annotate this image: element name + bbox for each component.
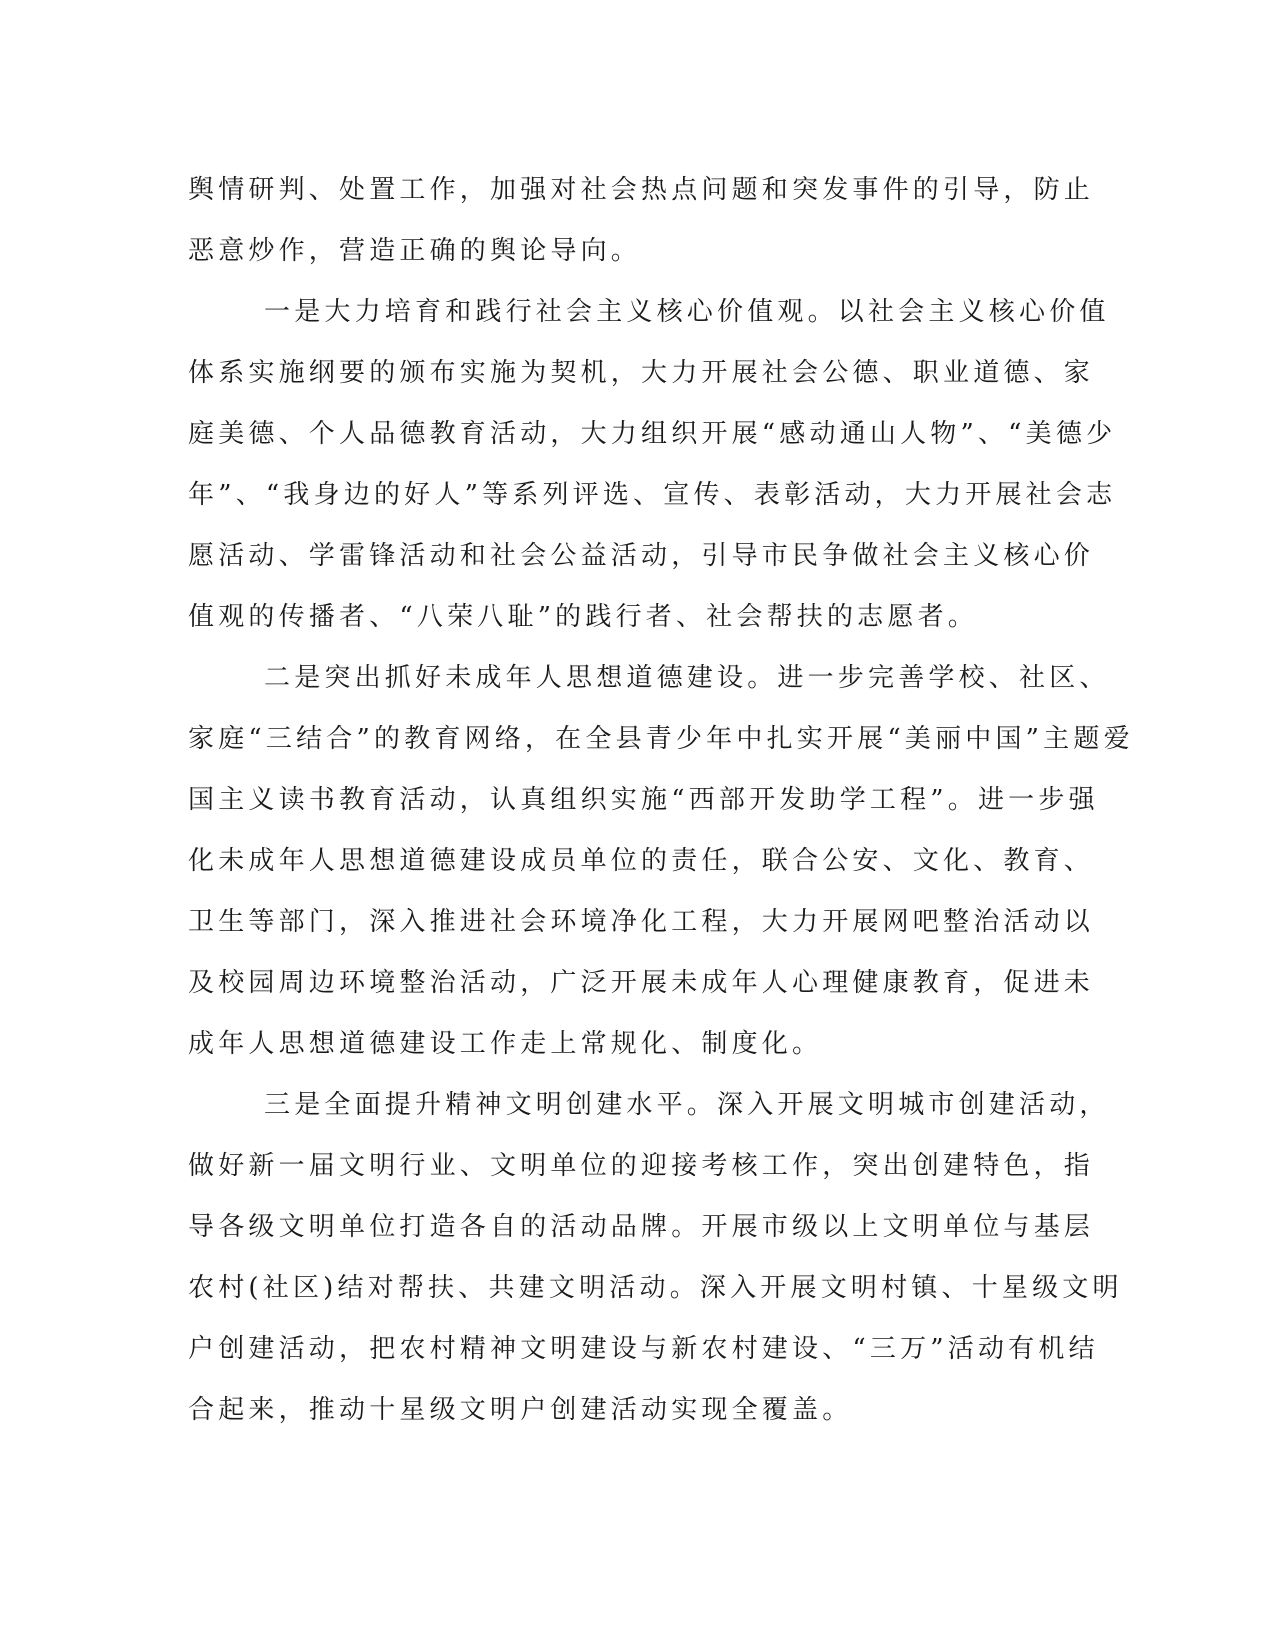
text-line: 愿活动、学雷锋活动和社会公益活动，引导市民争做社会主义核心价 (188, 541, 1095, 571)
text-line-first: 三是全面提升精神文明创建水平。深入开展文明城市创建活动， (264, 1090, 1110, 1120)
text-line: 年”、“我身边的好人”等系列评选、宣传、表彰活动，大力开展社会志 (188, 480, 1117, 510)
text-line: 体系实施纲要的颁布实施为契机，大力开展社会公德、职业道德、家 (188, 358, 1095, 388)
text-line: 成年人思想道德建设工作走上常规化、制度化。 (188, 1029, 823, 1059)
text-line: 国主义读书教育活动，认真组织实施“西部开发助学工程”。进一步强 (188, 785, 1099, 815)
text-line: 合起来，推动十星级文明户创建活动实现全覆盖。 (188, 1395, 853, 1425)
text-line: 化未成年人思想道德建设成员单位的责任，联合公安、文化、教育、 (188, 846, 1095, 876)
paragraph-4 (188, 1075, 1123, 1441)
paragraph-3 (188, 648, 1134, 1075)
text-line: 及校园周边环境整治活动，广泛开展未成年人心理健康教育，促进未 (188, 968, 1095, 998)
document-body (188, 160, 1134, 1441)
text-line: 舆情研判、处置工作，加强对社会热点问题和突发事件的引导，防止 (188, 175, 1095, 205)
text-line: 家庭“三结合”的教育网络，在全县青少年中扎实开展“美丽中国”主题爱 (188, 724, 1134, 754)
text-line-first: 一是大力培育和践行社会主义核心价值观。以社会主义核心价值 (264, 297, 1110, 327)
text-line: 导各级文明单位打造各自的活动品牌。开展市级以上文明单位与基层 (188, 1212, 1095, 1242)
text-line: 值观的传播者、“八荣八耻”的践行者、社会帮扶的志愿者。 (188, 602, 978, 632)
text-line: 户创建活动，把农村精神文明建设与新农村建设、“三万”活动有机结 (188, 1334, 1099, 1364)
text-line: 做好新一届文明行业、文明单位的迎接考核工作，突出创建特色，指 (188, 1151, 1095, 1181)
text-line: 卫生等部门，深入推进社会环境净化工程，大力开展网吧整治活动以 (188, 907, 1095, 937)
text-line-first: 二是突出抓好未成年人思想道德建设。进一步完善学校、社区、 (264, 663, 1110, 693)
paragraph-2 (188, 282, 1117, 648)
text-line: 恶意炒作，营造正确的舆论导向。 (188, 236, 642, 266)
text-line: 农村(社区)结对帮扶、共建文明活动。深入开展文明村镇、十星级文明 (188, 1273, 1123, 1303)
paragraph-1 (188, 160, 1095, 282)
text-line: 庭美德、个人品德教育活动，大力组织开展“感动通山人物”、“美德少 (188, 419, 1117, 449)
